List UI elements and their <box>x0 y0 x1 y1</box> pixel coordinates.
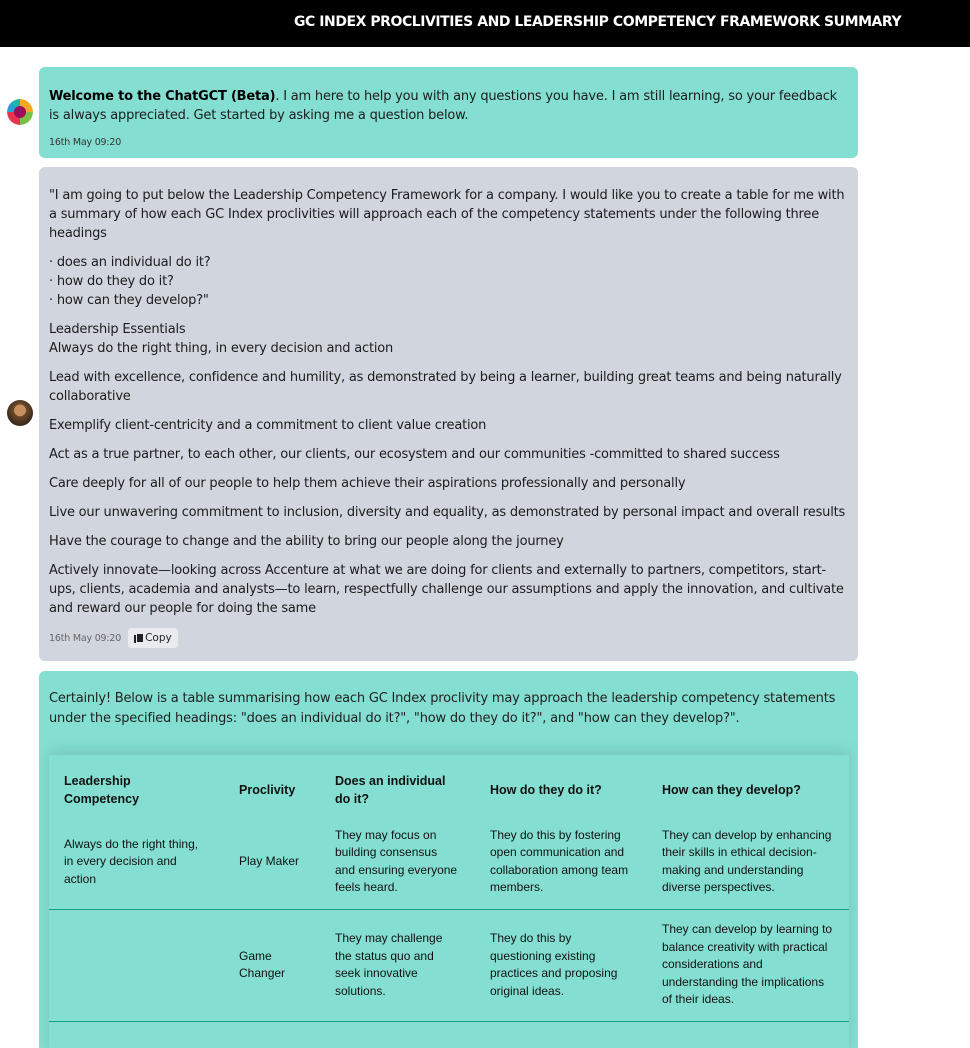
column-header: Proclivity <box>239 783 296 797</box>
column-header: Does an individual do it? <box>335 774 446 806</box>
table-cell: Always do the right thing, in every decision and action <box>49 815 224 909</box>
section-title: Leadership Essentials <box>49 322 186 337</box>
bullet-item: · how do they do it? <box>49 274 174 289</box>
table-cell: They do this by fostering open communication and collaboration among team members. <box>475 815 647 909</box>
table-cell: They do this by questioning existing practices and proposing original ideas. <box>475 909 647 1021</box>
user-avatar <box>7 400 33 426</box>
user-message <box>39 167 858 661</box>
welcome-message <box>39 67 858 158</box>
response-message <box>39 671 858 1048</box>
competency-statement: Live our unwavering commitment to inclusion, diversity and equality, as demonstrated by personal impact and overall results <box>49 505 846 520</box>
competency-statement: Care deeply for all of our people to help them achieve their aspirations professionally and personally <box>49 476 686 491</box>
gc-index-logo-icon <box>7 99 33 125</box>
table-cell <box>49 909 224 1021</box>
response-intro: Certainly! Below is a table summarising how each GC Index proclivity may approach the leadership competency statements under the specified headings: "does an individual do it?", "how do they do it?", and "how can they develop?". <box>49 691 836 726</box>
table-row <box>49 909 849 1021</box>
user-prompt-intro: "I am going to put below the Leadership Competency Framework for a company. I would like you to create a table for me with a summary of how each GC Index proclivities will approach each of the competency statements under the following three headings <box>49 188 845 241</box>
column-header: How can they develop? <box>662 783 801 797</box>
bullet-list <box>49 253 848 310</box>
competency-statement: Have the courage to change and the ability to bring our people along the journey <box>49 534 564 549</box>
competency-statement: Always do the right thing, in every decision and action <box>49 341 394 356</box>
competency-statement: Act as a true partner, to each other, our clients, our ecosystem and our communities -committed to shared success <box>49 447 780 462</box>
table-cell: Play Maker <box>224 815 320 909</box>
competency-statement: Actively innovate—looking across Accenture at what we are doing for clients and externally to partners, competitors, start-ups, clients, academia and analysts—to learn, respectfully challenge our assumptions and apply the innovation, and cultivate and reward our people for doing the same <box>49 563 844 616</box>
message-timestamp: 16th May 09:20 <box>49 137 122 148</box>
message-timestamp: 16th May 09:20 <box>49 632 122 644</box>
competency-statement: Lead with excellence, confidence and humility, as demonstrated by being a learner, building great teams and being naturally collaborative <box>49 370 842 404</box>
table-cell: They may challenge the status quo and seek innovative solutions. <box>320 909 475 1021</box>
table-row <box>49 815 849 909</box>
top-bar <box>0 0 970 47</box>
copy-label: Copy <box>145 632 172 644</box>
summary-table <box>49 755 849 1048</box>
table-cell: Game Changer <box>224 909 320 1021</box>
copy-icon <box>134 633 143 643</box>
bullet-item: · how can they develop?" <box>49 293 209 308</box>
table-cell: They can develop by enhancing their skills in ethical decision-making and understanding diverse perspectives. <box>647 815 849 909</box>
welcome-text <box>49 87 848 125</box>
welcome-title: Welcome to the ChatGCT (Beta) <box>49 89 276 104</box>
page-title: GC INDEX PROCLIVITIES AND LEADERSHIP COMPETENCY FRAMEWORK SUMMARY <box>294 14 902 30</box>
table-cell: They can develop by learning to balance creativity with practical considerations and understanding the implications of their ideas. <box>647 909 849 1021</box>
column-header: How do they do it? <box>490 783 602 797</box>
bullet-item: · does an individual do it? <box>49 255 211 270</box>
column-header: Leadership Competency <box>64 774 140 806</box>
welcome-body: . I am here to help you with any questions you have. I am still learning, so your feedback is always appreciated. Get started by asking me a question below. <box>49 89 837 123</box>
table-row <box>49 1021 849 1048</box>
table-cell: They may focus on building consensus and ensuring everyone feels heard. <box>320 815 475 909</box>
copy-button[interactable] <box>128 628 178 648</box>
competency-statement: Exemplify client-centricity and a commitment to client value creation <box>49 418 487 433</box>
